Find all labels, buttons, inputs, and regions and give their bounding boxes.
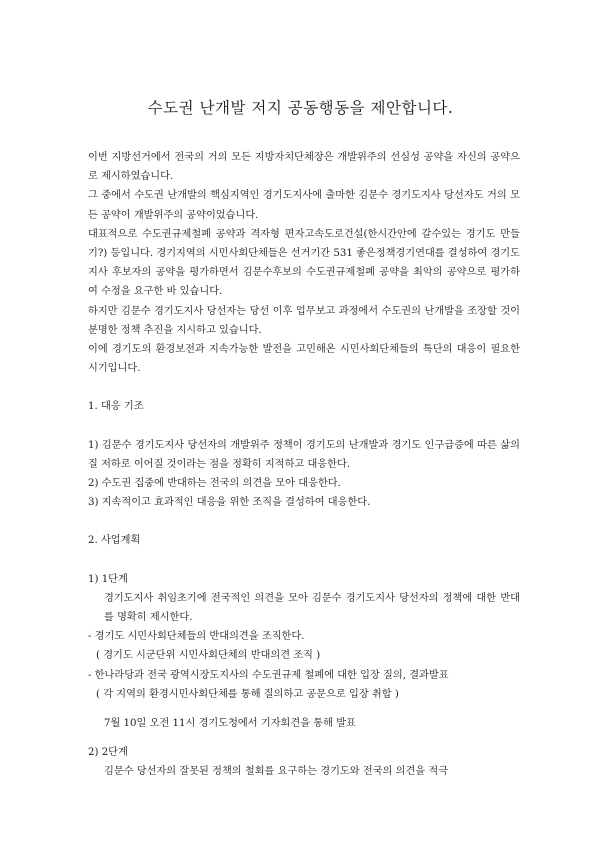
press-conference-note: 7월 10일 오전 11시 경기도청에서 기자회견을 통해 발표 xyxy=(104,718,356,730)
step-description: 경기도지사 취임초기에 전국적인 의견을 모아 김문수 경기도지사 당선자의 정책에 대한 반대를 명확히 제시한다. xyxy=(104,592,520,624)
intro-paragraph: 대표적으로 수도권규제철폐 공약과 격자형 편자고속도로건설(한시간안에 갈수있는 경기도 만들기?) 등입니다. 경기지역의 시민사회단체들은 선거기간 531 좋은정책경기연대를 결성하여 경기도지사 후보자의 공약을 평가하면서 김문수후보의 수도권규제철폐 공약을 최악의 공약으로 평가하여 수정을 요구한 바 있습니다. xyxy=(88,228,520,298)
step-label: 2) 2단계 xyxy=(88,747,128,759)
step-bullet: - 경기도 시민사회단체들의 반대의견을 조직한다. xyxy=(88,631,305,643)
section-heading: 1. 대응 기조 xyxy=(88,401,144,413)
step-bullet-note: ( 각 지역의 환경시민사회단체를 통해 질의하고 공문으로 입장 취합 ) xyxy=(96,688,399,700)
step-bullet: - 한나라당과 전국 광역시장도지사의 수도권규제 철폐에 대한 입장 질의, 결과발표 xyxy=(88,669,449,681)
intro-paragraph: 그 중에서 수도권 난개발의 핵심지역인 경기도지사에 출마한 김문수 경기도지사 당선자도 거의 모든 공약이 개발위주의 공약이었습니다. xyxy=(88,190,520,221)
intro-paragraph: 이에 경기도의 환경보전과 지속가능한 발전을 고민해온 시민사회단체들의 특단의 대응이 필요한 시기입니다. xyxy=(88,344,520,375)
intro-paragraph: 하지만 김문수 경기도지사 당선자는 당선 이후 업무보고 과정에서 수도권의 난개발을 조장할 것이 분명한 정책 추진을 지시하고 있습니다. xyxy=(88,305,520,336)
strategy-item: 2) 수도권 집중에 반대하는 전국의 의견을 모아 대응한다. xyxy=(88,478,341,490)
document-body xyxy=(88,148,520,782)
step-bullet-note: ( 경기도 시군단위 시민사회단체의 반대의견 조직 ) xyxy=(96,650,321,662)
section-heading: 2. 사업계획 xyxy=(88,535,141,547)
step-label: 1) 1단계 xyxy=(88,573,128,585)
strategy-item: 3) 지속적이고 효과적인 대응을 위한 조직을 결성하여 대응한다. xyxy=(88,497,371,509)
document-title: 수도권 난개발 저지 공동행동을 제안합니다. xyxy=(147,99,454,117)
intro-paragraph: 이번 지방선거에서 전국의 거의 모든 지방자치단체장은 개발위주의 선심성 공약을 자신의 공약으로 제시하였습니다. xyxy=(88,152,520,183)
step-description: 김문수 당선자의 잘못된 정책의 철회를 요구하는 경기도와 전국의 의견을 적극 xyxy=(104,766,449,778)
strategy-item: 1) 김문수 경기도지사 당선자의 개발위주 정책이 경기도의 난개발과 경기도 인구급증에 따른 삶의 질 저하로 이어질 것이라는 점을 정확히 지적하고 대응한다. xyxy=(88,439,520,470)
